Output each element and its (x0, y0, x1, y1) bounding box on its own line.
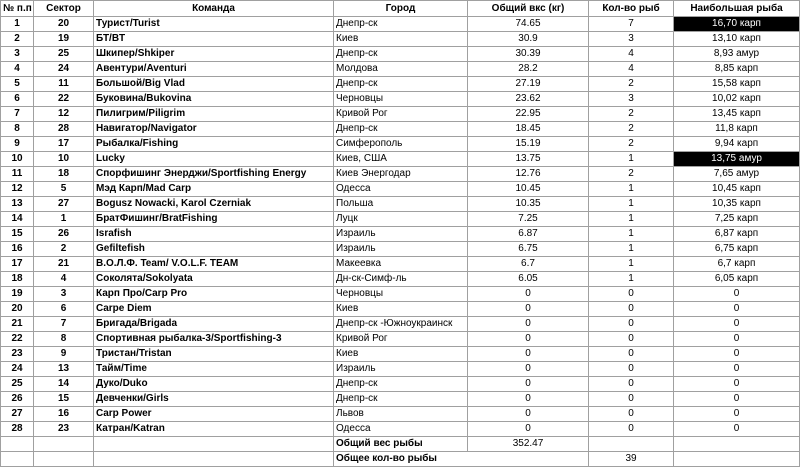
row-number: 14 (1, 212, 34, 227)
city-cell: Днепр-ск (334, 392, 468, 407)
biggest-fish-cell: 6,7 карп (674, 257, 800, 272)
city-cell: Израиль (334, 242, 468, 257)
row-number: 19 (1, 287, 34, 302)
city-cell: Днепр-ск (334, 77, 468, 92)
table-row (1, 392, 800, 407)
weight-cell: 0 (468, 317, 589, 332)
sector-cell: 3 (34, 287, 94, 302)
count-cell: 0 (589, 347, 674, 362)
header-city: Город (334, 1, 468, 17)
weight-cell: 18.45 (468, 122, 589, 137)
weight-cell: 6.75 (468, 242, 589, 257)
row-number: 21 (1, 317, 34, 332)
sector-cell: 20 (34, 17, 94, 32)
count-cell: 0 (589, 287, 674, 302)
team-cell: БТ/BT (94, 32, 334, 47)
total-count-value: 39 (589, 452, 674, 467)
table-row (1, 257, 800, 272)
count-cell: 2 (589, 167, 674, 182)
biggest-fish-cell: 0 (674, 407, 800, 422)
count-cell: 1 (589, 212, 674, 227)
team-cell: Мэд Карп/Mad Carp (94, 182, 334, 197)
table-row (1, 167, 800, 182)
count-cell: 1 (589, 227, 674, 242)
table-row (1, 152, 800, 167)
team-cell: Тристан/Tristan (94, 347, 334, 362)
row-number: 28 (1, 422, 34, 437)
team-cell: Катран/Katran (94, 422, 334, 437)
table-row (1, 62, 800, 77)
row-number: 15 (1, 227, 34, 242)
biggest-fish-cell: 8,93 амур (674, 47, 800, 62)
biggest-fish-cell: 7,25 карп (674, 212, 800, 227)
weight-cell: 0 (468, 362, 589, 377)
sector-cell: 11 (34, 77, 94, 92)
row-number: 6 (1, 92, 34, 107)
city-cell: Киев (334, 302, 468, 317)
header-biggest-fish: Наибольшая рыба (674, 1, 800, 17)
sector-cell: 13 (34, 362, 94, 377)
row-number: 7 (1, 107, 34, 122)
biggest-fish-cell: 0 (674, 302, 800, 317)
header-sector: Сектор (34, 1, 94, 17)
biggest-fish-cell: 0 (674, 317, 800, 332)
table-row (1, 332, 800, 347)
biggest-fish-cell: 11,8 карп (674, 122, 800, 137)
biggest-fish-cell: 0 (674, 362, 800, 377)
sector-cell: 22 (34, 92, 94, 107)
team-cell: Большой/Big Vlad (94, 77, 334, 92)
city-cell: Киев (334, 347, 468, 362)
city-cell: Израиль (334, 227, 468, 242)
biggest-fish-cell: 6,05 карп (674, 272, 800, 287)
table-row (1, 407, 800, 422)
city-cell: Киев (334, 32, 468, 47)
header-total-weight: Общий вкс (кг) (468, 1, 589, 17)
city-cell: Львов (334, 407, 468, 422)
table-row (1, 92, 800, 107)
count-cell: 4 (589, 62, 674, 77)
table-row (1, 17, 800, 32)
weight-cell: 0 (468, 332, 589, 347)
biggest-fish-cell: 13,75 амур (674, 152, 800, 167)
sector-cell: 25 (34, 47, 94, 62)
count-cell: 2 (589, 122, 674, 137)
row-number: 4 (1, 62, 34, 77)
header-team: Команда (94, 1, 334, 17)
weight-cell: 0 (468, 407, 589, 422)
sector-cell: 6 (34, 302, 94, 317)
city-cell: Израиль (334, 362, 468, 377)
city-cell: Кривой Рог (334, 332, 468, 347)
row-number: 13 (1, 197, 34, 212)
city-cell: Днепр-ск (334, 377, 468, 392)
sector-cell: 8 (34, 332, 94, 347)
biggest-fish-cell: 0 (674, 332, 800, 347)
table-row (1, 302, 800, 317)
total-weight-label: Общий вес рыбы (334, 437, 468, 452)
count-cell: 0 (589, 422, 674, 437)
biggest-fish-cell: 0 (674, 422, 800, 437)
sector-cell: 23 (34, 422, 94, 437)
table-row (1, 362, 800, 377)
city-cell: Киев Энергодар (334, 167, 468, 182)
total-count-label: Общее кол-во рыбы (334, 452, 589, 467)
count-cell: 1 (589, 272, 674, 287)
count-cell: 0 (589, 377, 674, 392)
team-cell: Bogusz Nowacki, Karol Czerniak (94, 197, 334, 212)
weight-cell: 23.62 (468, 92, 589, 107)
weight-cell: 22.95 (468, 107, 589, 122)
weight-cell: 6.05 (468, 272, 589, 287)
sector-cell: 19 (34, 32, 94, 47)
biggest-fish-cell: 10,02 карп (674, 92, 800, 107)
sector-cell: 14 (34, 377, 94, 392)
sector-cell: 9 (34, 347, 94, 362)
table-row (1, 197, 800, 212)
city-cell: Днепр-ск -Южноукраинск (334, 317, 468, 332)
weight-cell: 10.45 (468, 182, 589, 197)
biggest-fish-cell: 9,94 карп (674, 137, 800, 152)
row-number: 8 (1, 122, 34, 137)
table-row (1, 227, 800, 242)
count-cell: 1 (589, 257, 674, 272)
sector-cell: 5 (34, 182, 94, 197)
sector-cell: 17 (34, 137, 94, 152)
header-row (1, 1, 800, 17)
table-row (1, 377, 800, 392)
weight-cell: 27.19 (468, 77, 589, 92)
row-number: 26 (1, 392, 34, 407)
team-cell: Lucky (94, 152, 334, 167)
count-cell: 0 (589, 332, 674, 347)
biggest-fish-cell: 0 (674, 347, 800, 362)
team-cell: Спортивная рыбалка-3/Sportfishing-3 (94, 332, 334, 347)
count-cell: 2 (589, 137, 674, 152)
weight-cell: 0 (468, 287, 589, 302)
city-cell: Дн-ск-Симф-ль (334, 272, 468, 287)
team-cell: Пилигрим/Piligrim (94, 107, 334, 122)
weight-cell: 28.2 (468, 62, 589, 77)
biggest-fish-cell: 10,45 карп (674, 182, 800, 197)
biggest-fish-cell: 16,70 карп (674, 17, 800, 32)
city-cell: Одесса (334, 182, 468, 197)
row-number: 10 (1, 152, 34, 167)
city-cell: Днепр-ск (334, 17, 468, 32)
team-cell: Спорфишинг Энерджи/Sportfishing Energy (94, 167, 334, 182)
count-cell: 7 (589, 17, 674, 32)
team-cell: Тайм/Time (94, 362, 334, 377)
count-cell: 0 (589, 407, 674, 422)
team-cell: Девченки/Girls (94, 392, 334, 407)
city-cell: Луцк (334, 212, 468, 227)
team-cell: Gefiltefish (94, 242, 334, 257)
weight-cell: 30.9 (468, 32, 589, 47)
team-cell: Шкипер/Shkiper (94, 47, 334, 62)
sector-cell: 2 (34, 242, 94, 257)
table-row (1, 122, 800, 137)
sector-cell: 26 (34, 227, 94, 242)
count-cell: 3 (589, 32, 674, 47)
team-cell: Буковина/Bukovina (94, 92, 334, 107)
team-cell: Рыбалка/Fishing (94, 137, 334, 152)
count-cell: 1 (589, 182, 674, 197)
table-row (1, 287, 800, 302)
city-cell: Макеевка (334, 257, 468, 272)
weight-cell: 7.25 (468, 212, 589, 227)
biggest-fish-cell: 13,10 карп (674, 32, 800, 47)
city-cell: Киев, США (334, 152, 468, 167)
weight-cell: 13.75 (468, 152, 589, 167)
sector-cell: 4 (34, 272, 94, 287)
table-row (1, 77, 800, 92)
table-row (1, 32, 800, 47)
sector-cell: 1 (34, 212, 94, 227)
count-cell: 0 (589, 362, 674, 377)
team-cell: БратФишинг/BratFishing (94, 212, 334, 227)
count-cell: 4 (589, 47, 674, 62)
biggest-fish-cell: 0 (674, 392, 800, 407)
table-row (1, 272, 800, 287)
weight-cell: 30.39 (468, 47, 589, 62)
header-number: № п.п (1, 1, 34, 17)
weight-cell: 0 (468, 347, 589, 362)
weight-cell: 74.65 (468, 17, 589, 32)
weight-cell: 0 (468, 422, 589, 437)
row-number: 27 (1, 407, 34, 422)
count-cell: 1 (589, 197, 674, 212)
team-cell: Бригада/Brigada (94, 317, 334, 332)
row-number: 24 (1, 362, 34, 377)
table-row (1, 137, 800, 152)
team-cell: Турист/Turist (94, 17, 334, 32)
biggest-fish-cell: 6,87 карп (674, 227, 800, 242)
row-number: 17 (1, 257, 34, 272)
team-cell: Israfish (94, 227, 334, 242)
team-cell: Дуко/Duko (94, 377, 334, 392)
team-cell: В.О.Л.Ф. Team/ V.O.L.F. TEAM (94, 257, 334, 272)
biggest-fish-cell: 6,75 карп (674, 242, 800, 257)
row-number: 1 (1, 17, 34, 32)
city-cell: Симферополь (334, 137, 468, 152)
count-cell: 3 (589, 92, 674, 107)
city-cell: Черновцы (334, 287, 468, 302)
row-number: 12 (1, 182, 34, 197)
total-count-row (1, 452, 800, 467)
table-row (1, 347, 800, 362)
sector-cell: 28 (34, 122, 94, 137)
city-cell: Днепр-ск (334, 122, 468, 137)
sector-cell: 12 (34, 107, 94, 122)
weight-cell: 6.7 (468, 257, 589, 272)
sector-cell: 16 (34, 407, 94, 422)
weight-cell: 15.19 (468, 137, 589, 152)
count-cell: 0 (589, 302, 674, 317)
row-number: 20 (1, 302, 34, 317)
row-number: 5 (1, 77, 34, 92)
team-cell: Соколята/Sokolyata (94, 272, 334, 287)
sector-cell: 21 (34, 257, 94, 272)
city-cell: Одесса (334, 422, 468, 437)
city-cell: Черновцы (334, 92, 468, 107)
weight-cell: 0 (468, 302, 589, 317)
table-row (1, 422, 800, 437)
team-cell: Carpe Diem (94, 302, 334, 317)
city-cell: Польша (334, 197, 468, 212)
sector-cell: 7 (34, 317, 94, 332)
count-cell: 1 (589, 152, 674, 167)
biggest-fish-cell: 0 (674, 287, 800, 302)
biggest-fish-cell: 15,58 карп (674, 77, 800, 92)
table-row (1, 47, 800, 62)
count-cell: 1 (589, 242, 674, 257)
count-cell: 2 (589, 107, 674, 122)
sector-cell: 24 (34, 62, 94, 77)
row-number: 25 (1, 377, 34, 392)
row-number: 23 (1, 347, 34, 362)
biggest-fish-cell: 7,65 амур (674, 167, 800, 182)
biggest-fish-cell: 0 (674, 377, 800, 392)
row-number: 11 (1, 167, 34, 182)
city-cell: Днепр-ск (334, 47, 468, 62)
total-weight-value: 352.47 (468, 437, 589, 452)
table-row (1, 107, 800, 122)
city-cell: Кривой Рог (334, 107, 468, 122)
team-cell: Авентури/Aventuri (94, 62, 334, 77)
city-cell: Молдова (334, 62, 468, 77)
count-cell: 2 (589, 77, 674, 92)
row-number: 16 (1, 242, 34, 257)
sector-cell: 27 (34, 197, 94, 212)
biggest-fish-cell: 10,35 карп (674, 197, 800, 212)
table-row (1, 182, 800, 197)
sector-cell: 18 (34, 167, 94, 182)
sector-cell: 15 (34, 392, 94, 407)
weight-cell: 0 (468, 392, 589, 407)
count-cell: 0 (589, 317, 674, 332)
total-weight-row (1, 437, 800, 452)
biggest-fish-cell: 13,45 карп (674, 107, 800, 122)
team-cell: Carp Power (94, 407, 334, 422)
table-row (1, 242, 800, 257)
sector-cell: 10 (34, 152, 94, 167)
weight-cell: 0 (468, 377, 589, 392)
table-row (1, 212, 800, 227)
weight-cell: 12.76 (468, 167, 589, 182)
team-cell: Карп Про/Carp Pro (94, 287, 334, 302)
row-number: 18 (1, 272, 34, 287)
count-cell: 0 (589, 392, 674, 407)
header-fish-count: Кол-во рыб (589, 1, 674, 17)
row-number: 9 (1, 137, 34, 152)
table-row (1, 317, 800, 332)
team-cell: Навигатор/Navigator (94, 122, 334, 137)
row-number: 3 (1, 47, 34, 62)
row-number: 22 (1, 332, 34, 347)
weight-cell: 10.35 (468, 197, 589, 212)
biggest-fish-cell: 8,85 карп (674, 62, 800, 77)
weight-cell: 6.87 (468, 227, 589, 242)
row-number: 2 (1, 32, 34, 47)
